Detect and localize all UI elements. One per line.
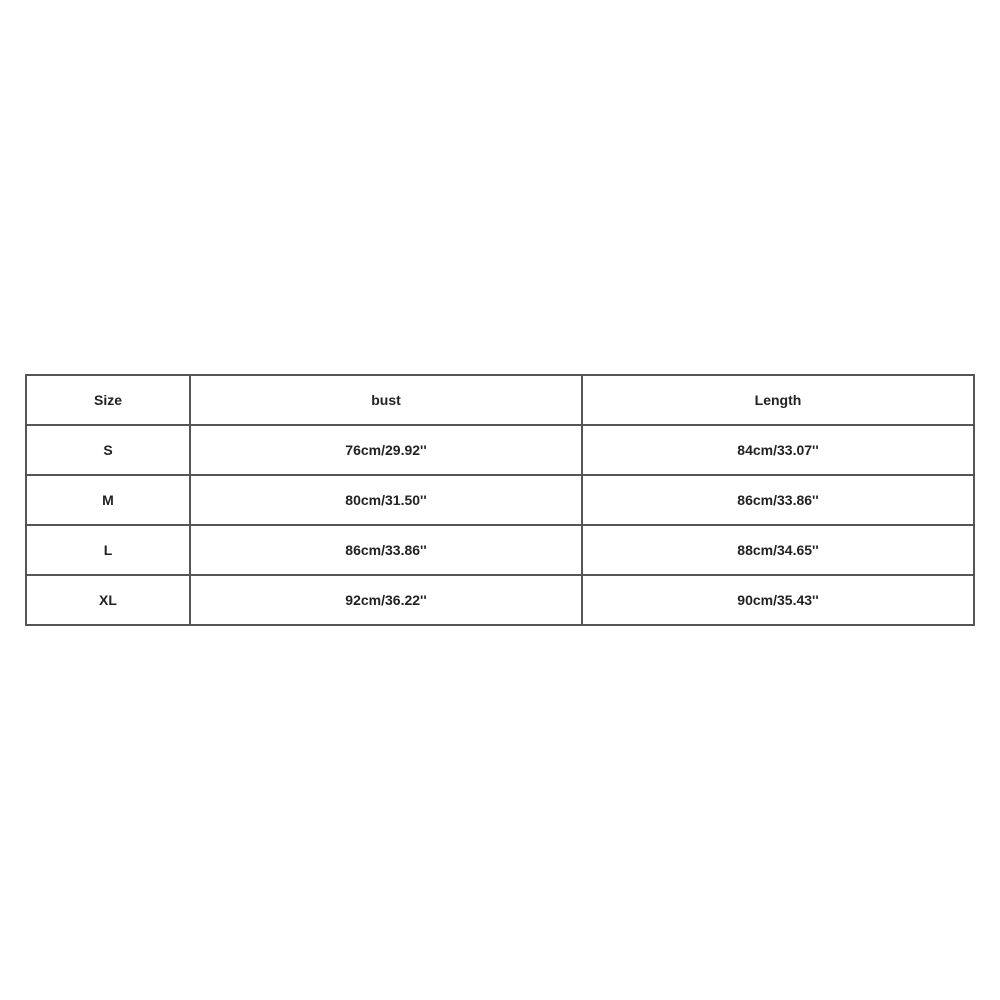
bust-cell: 76cm/29.92'' (190, 425, 582, 475)
bust-cell: 92cm/36.22'' (190, 575, 582, 625)
table-header-row (26, 375, 974, 425)
length-cell: 84cm/33.07'' (582, 425, 974, 475)
table-row (26, 525, 974, 575)
table-row (26, 425, 974, 475)
table-row (26, 575, 974, 625)
size-cell: S (26, 425, 190, 475)
header-length: Length (582, 375, 974, 425)
length-cell: 88cm/34.65'' (582, 525, 974, 575)
bust-cell: 80cm/31.50'' (190, 475, 582, 525)
size-cell: M (26, 475, 190, 525)
length-cell: 90cm/35.43'' (582, 575, 974, 625)
table-row (26, 475, 974, 525)
length-cell: 86cm/33.86'' (582, 475, 974, 525)
size-cell: L (26, 525, 190, 575)
size-chart-table (25, 374, 975, 626)
size-cell: XL (26, 575, 190, 625)
bust-cell: 86cm/33.86'' (190, 525, 582, 575)
header-bust: bust (190, 375, 582, 425)
header-size: Size (26, 375, 190, 425)
